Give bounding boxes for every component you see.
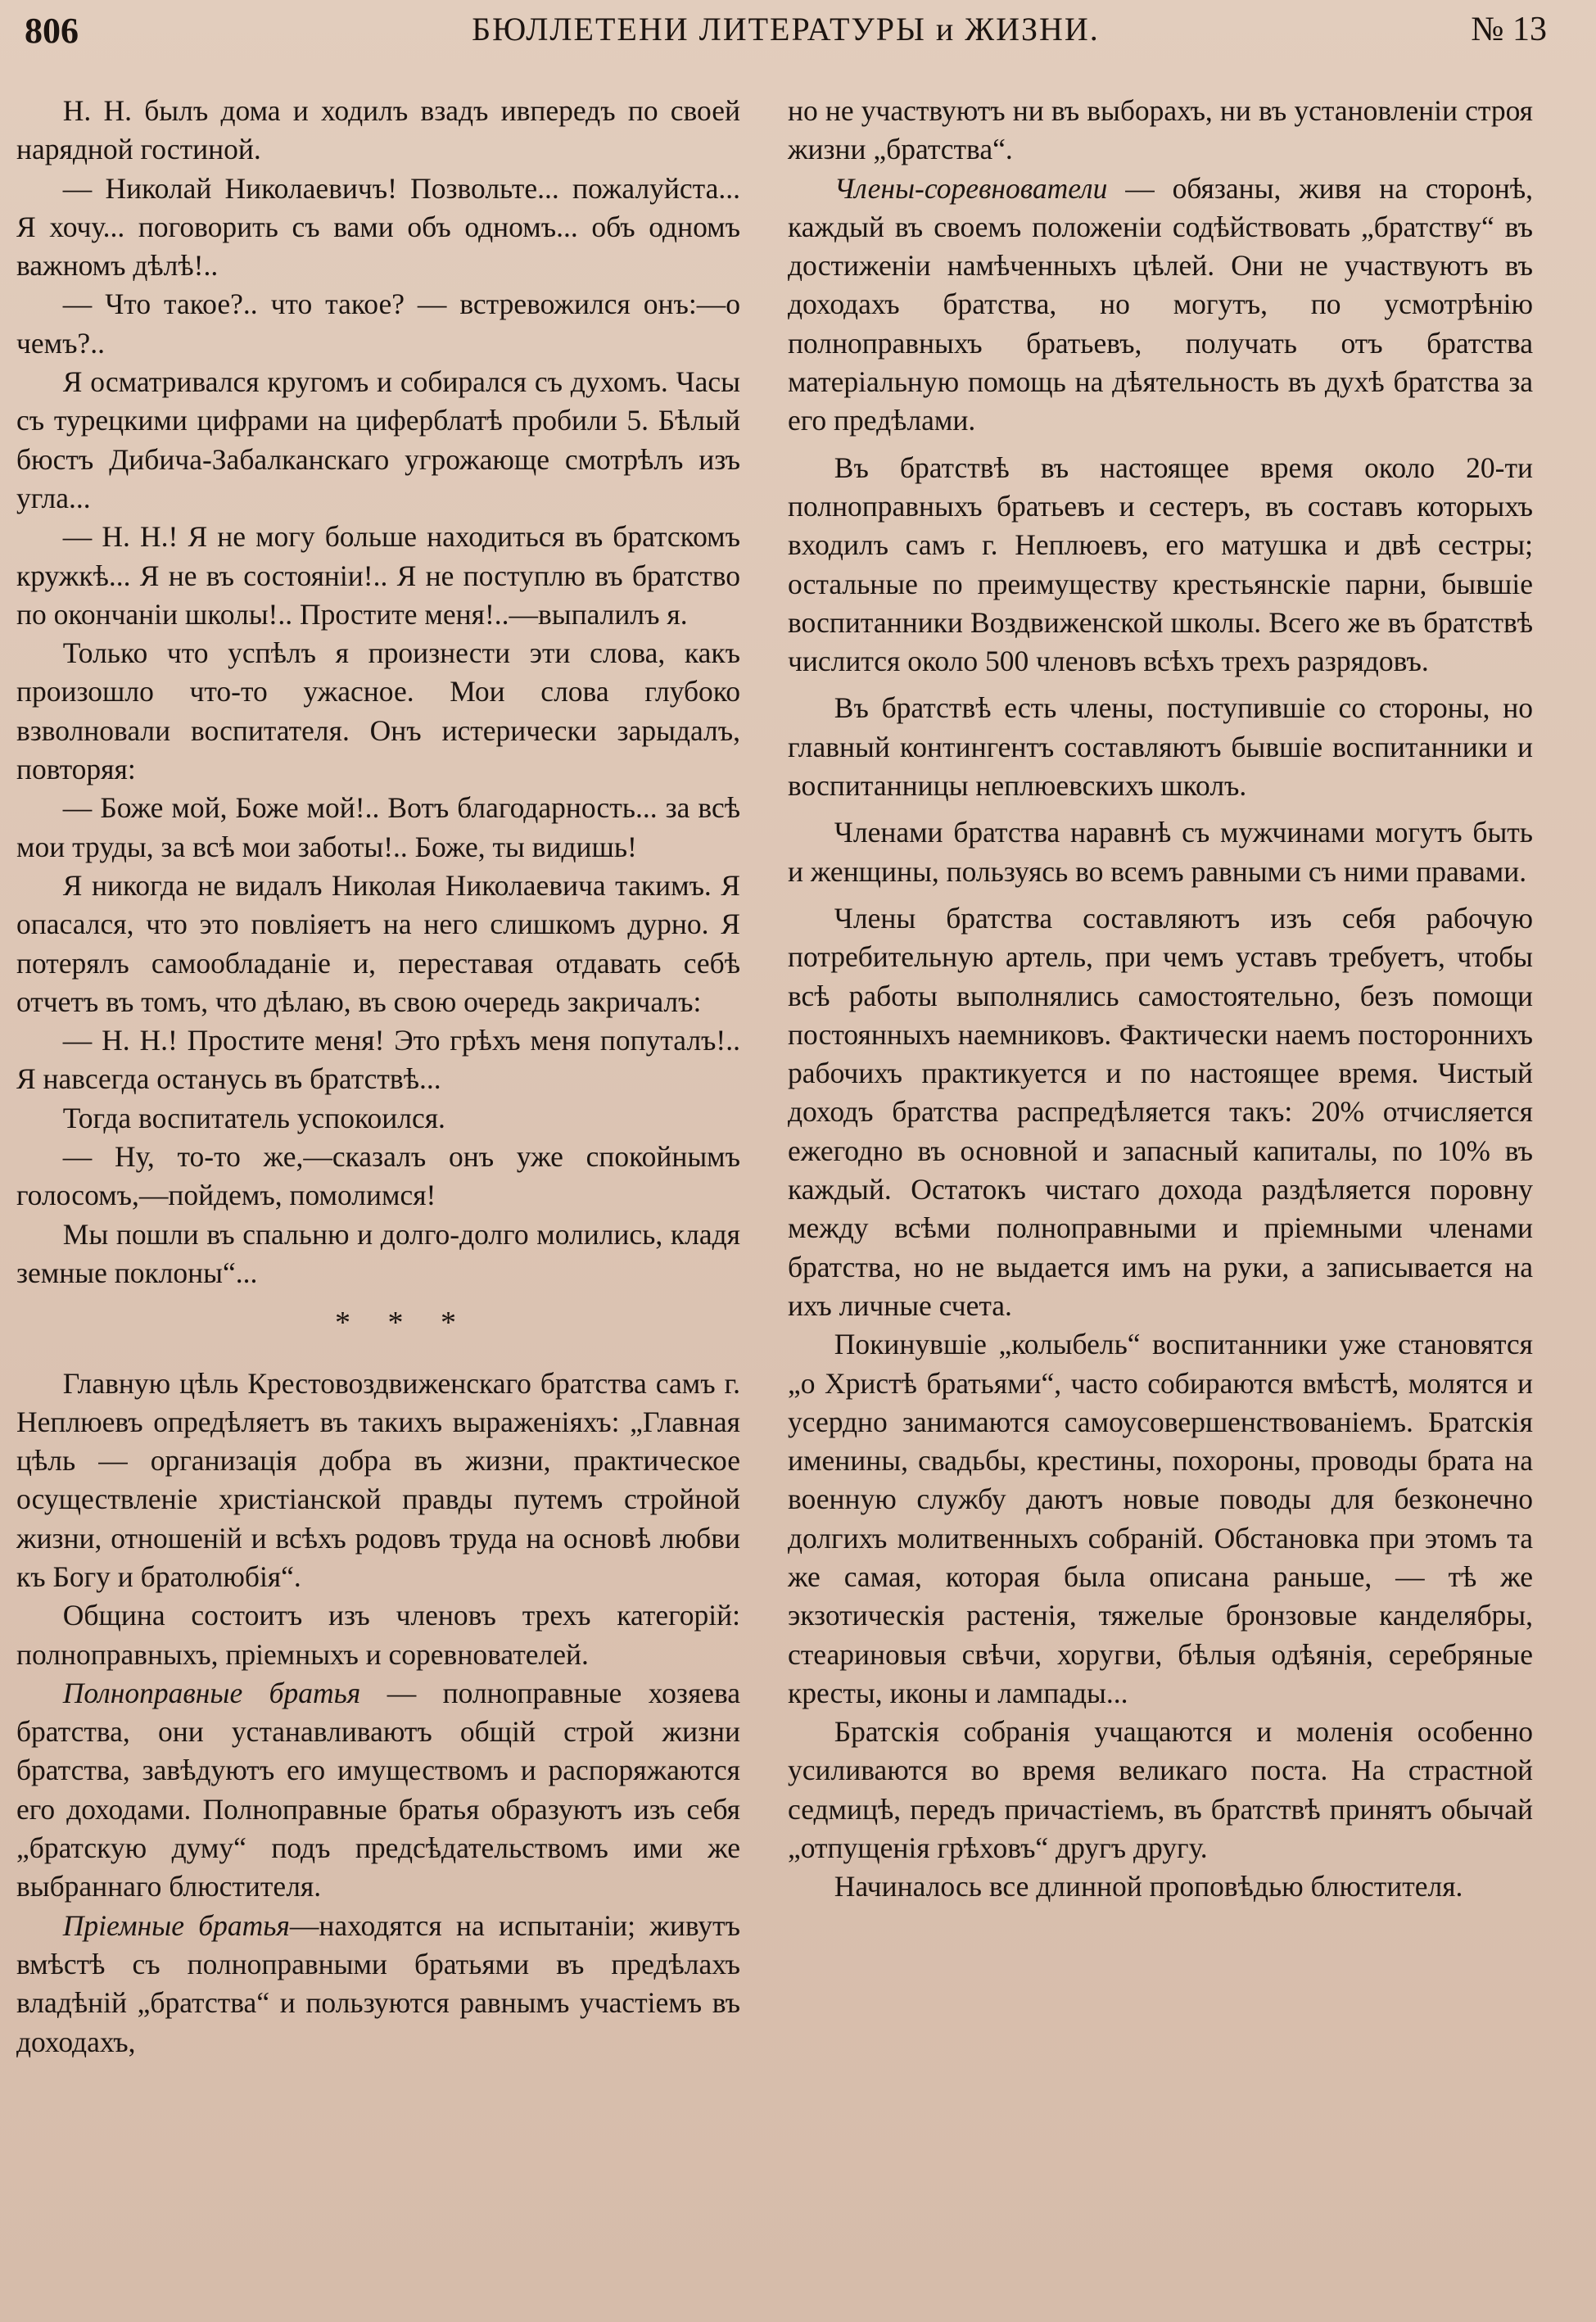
paragraph: Члены братства составляютъ изъ себя рабочую потребительную артель, при чемъ уставъ требуетъ, чтобы всѣ работы выполнялись самостоятельно, безъ помощи постоянныхъ наемниковъ. Фактически наемъ постороннихъ рабочихъ практикуется и по настоящее время. Чистый доходъ братства распредѣляется такъ: 20% отчисляется ежегодно въ основной и запасный капиталы, по 10% въ каждый. Остатокъ чистаго дохода раздѣляется поровну между всѣми полноправными и пріемными членами братства, но не выдается имъ на руки, а записывается на ихъ личные счета. [788,901,1533,1322]
paragraph: Въ братствѣ есть члены, поступившіе со стороны, но главный контингентъ составляютъ бывшіе воспитанники и воспитанницы неплюевскихъ школъ. [788,691,1533,803]
paragraph [788,170,1533,441]
paragraph: Членами братства наравнѣ съ мужчинами могутъ быть и женщины, пользуясь во всемъ равными съ ними правами. [788,816,1533,888]
paragraph [16,1907,740,2062]
paragraph: — Н. Н.! Я не могу больше находиться въ братскомъ кружкѣ... Я не въ состояніи!.. Я не поступлю въ братство по окончаніи школы!.. Простите меня!..—выпалилъ я. [16,520,740,631]
issue-number: № 13 [1471,11,1547,48]
left-column [16,92,740,2062]
paragraph: Я никогда не видалъ Николая Николаевича такимъ. Я опасался, что это повліяетъ на него слишкомъ дурно. Я потерялъ самообладаніе и, переставая отдавать себѣ отчетъ въ томъ, что дѣлаю, въ свою очередь закричалъ: [16,868,740,1018]
paragraph: но не участвуютъ ни въ выборахъ, ни въ установленіи строя жизни „братства“. [788,94,1533,166]
paragraph: Начиналось все длинной проповѣдью блюстителя. [834,1870,1463,1903]
paragraph-text: —находятся на испытаніи; живутъ вмѣстѣ съ полноправными братьями въ предѣлахъ владѣній „братства“ и пользуются равнымъ участіемъ въ доходахъ, [16,1908,740,2058]
paragraph: Братскія собранія учащаются и моленія особенно усиливаются во время великаго поста. На страстной седмицѣ, передъ причастіемъ, въ братствѣ принятъ обычай „отпущенія грѣховъ“ другъ другу. [788,1715,1533,1865]
paragraph [16,1674,740,1907]
paragraph: Только что успѣлъ я произнести эти слова, какъ произошло что-то ужасное. Мои слова глубоко взволновали воспитателя. Онъ истерически зарыдалъ, повторяя: [16,636,740,786]
paragraph: — Н. Н.! Простите меня! Это грѣхъ меня попуталъ!.. Я навсегда останусь въ братствѣ... [16,1024,740,1096]
paragraph: — Ну, то-то же,—сказалъ онъ уже спокойнымъ голосомъ,—пойдемъ, помолимся! [16,1140,740,1212]
paragraph: Мы пошли въ спальню и долго-долго молились, кладя земные поклоны“... [16,1217,740,1289]
paragraph: Н. Н. былъ дома и ходилъ взадъ ивпередъ по своей нарядной гостиной. [16,94,740,166]
paragraph-text: — обязаны, живя на сторонѣ, каждый въ своемъ положеніи содѣйствовать „братству“ въ достиженіи намѣченныхъ цѣлей. Они не участвуютъ въ доходахъ братства, но могутъ, по усмотрѣнію полноправныхъ братьевъ, получать отъ братства матеріальную помощь на дѣятельность въ духѣ братства за его предѣлами. [788,171,1533,437]
paragraph-text: — полноправные хозяева братства, они устанавливаютъ общій строй жизни братства, завѣдуютъ его имуществомъ и распоряжаются его доходами. Полноправные братья образуютъ изъ себя „братскую думу“ подъ предсѣдательствомъ ими же выбраннаго блюстителя. [16,1676,740,1903]
paragraph: — Николай Николаевичъ! Позвольте... пожалуйста... Я хочу... поговорить съ вами объ одномъ... объ одномъ важномъ дѣлѣ!.. [16,171,740,283]
paragraph: — Что такое?.. что такое? — встревожился онъ:—о чемъ?.. [16,287,740,360]
page-header [25,10,1547,59]
paragraph: — Боже мой, Боже мой!.. Вотъ благодарность... за всѣ мои труды, за всѣ мои заботы!.. Боже, ты видишь! [16,791,740,863]
paragraph: Тогда воспитатель успокоился. [62,1101,445,1134]
section-separator: * * * [335,1306,471,1341]
paragraph: Я осматривался кругомъ и собирался съ духомъ. Часы съ турецкими цифрами на циферблатѣ пробили 5. Бѣлый бюстъ Дибича-Забалканскаго угрожающе смотрѣлъ изъ угла... [16,365,740,514]
italic-term: Пріемные братья [62,1908,290,1942]
italic-term: Полноправные братья [62,1676,361,1709]
paragraph: Община состоитъ изъ членовъ трехъ категорій: полноправныхъ, пріемныхъ и соревнователей. [16,1599,740,1671]
paragraph: Въ братствѣ въ настоящее время около 20-ти полноправныхъ братьевъ и сестеръ, въ составъ которыхъ входилъ самъ г. Неплюевъ, его матушка и двѣ сестры; остальные по преимуществу крестьянскіе парни, бывшіе воспитанники Воздвиженской школы. Всего же въ братствѣ числится около 500 членовъ всѣхъ трехъ разрядовъ. [788,450,1533,678]
paragraph: Главную цѣль Крестовоздвиженскаго братства самъ г. Неплюевъ опредѣляетъ въ такихъ выраженіяхъ: „Главная цѣль — организація добра въ жизни, практическое осуществленіе христіанской правды путемъ стройной жизни, отношеній и всѣхъ родовъ труда на основѣ любви къ Богу и братолюбія“. [16,1366,740,1593]
running-title: БЮЛЛЕТЕНИ ЛИТЕРАТУРЫ и ЖИЗНИ. [472,11,1100,48]
paragraph: Покинувшіе „колыбель“ воспитанники уже становятся „о Христѣ братьями“, часто собираются вмѣстѣ, молятся и усердно занимаются самоусовершенствованіемъ. Братскія именины, свадьбы, крестины, похороны, проводы брата на военную службу даютъ новые поводы для безконечно долгихъ молитвенныхъ собраній. Обстановка при этомъ та же самая, которая была описана раньше, — тѣ же экзотическія растенія, тяжелые бронзовые канделябры, стеариновыя свѣчи, хоругви, бѣлыя одѣянія, серебряные кресты, иконы и лампады... [788,1328,1533,1709]
italic-term: Члены-соревнователи [834,171,1108,205]
right-column [788,92,1533,1907]
page-number: 806 [25,11,79,51]
